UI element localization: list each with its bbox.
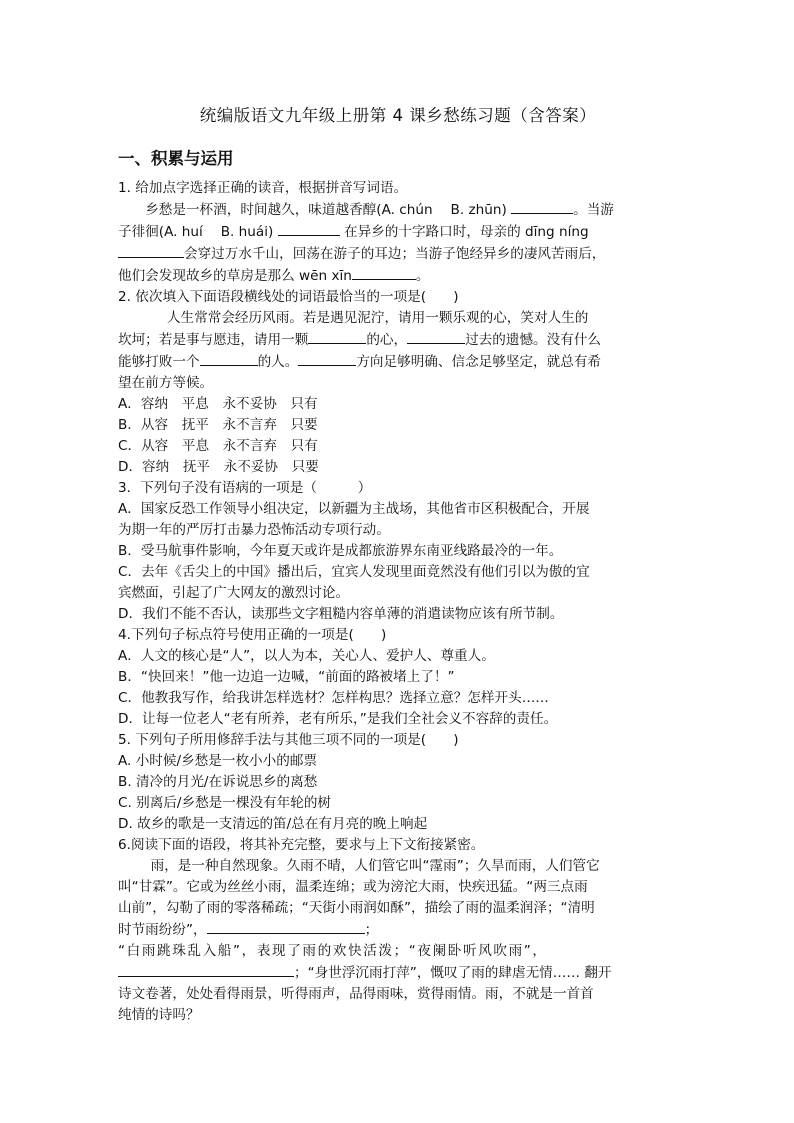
option-c[interactable]: C．去年《舌尖上的中国》播出后，宜宾人发现里面竟然没有他们引以为傲的宜 — [118, 564, 590, 580]
option-a[interactable]: A．国家反恐工作领导小组决定，以新疆为主战场，其他省市区积极配合，开展 — [118, 501, 590, 517]
section-heading: 一、积累与运用 — [118, 149, 234, 168]
option-d[interactable]: D．我们不能不否认，读那些文字粗糙内容单薄的消遣读物应该有所节制。 — [118, 606, 564, 622]
q6-text: 时节雨纷纷”， — [118, 922, 207, 938]
question-3 — [118, 478, 678, 625]
q6-stem: 6.阅读下面的语段，将其补充完整，要求与上下文衔接紧密。 — [118, 837, 485, 853]
q1-stem: 1. 给加点字选择正确的读音，根据拼音写词语。 — [118, 180, 408, 196]
option-d[interactable]: D. 故乡的歌是一支清远的笛/总在有月亮的晚上响起 — [118, 816, 428, 832]
q2-line-4: 望在前方等候。 — [118, 375, 214, 391]
q6-line-4 — [118, 919, 678, 941]
option-a[interactable]: A．容纳 平息 永不妥协 只有 — [118, 396, 318, 412]
q1-text: 。 — [415, 268, 430, 284]
answer-blank[interactable] — [308, 329, 366, 344]
answer-blank[interactable] — [511, 199, 573, 214]
q2-stem: 2. 依次填入下面语段横线处的词语最恰当的一项是( ) — [118, 289, 459, 305]
answer-blank[interactable] — [278, 221, 340, 236]
answer-blank[interactable] — [200, 351, 258, 366]
answer-blank[interactable] — [207, 919, 365, 934]
q6-text: ；“身世浮沉雨打萍”，慨叹了雨的肆虐无情…… 翻开 — [294, 965, 612, 981]
option-b[interactable]: B．从容 抚平 永不言弃 只要 — [118, 417, 318, 433]
option-b[interactable]: B. 清冷的月光/在诉说思乡的离愁 — [118, 774, 318, 790]
q1-text: 子徘徊(A. huí B. huái) — [118, 224, 274, 240]
q2-text: 能够打败一个 — [118, 354, 200, 370]
q6-line-1: 雨，是一种自然现象。久雨不晴，人们管它叫“霪雨”；久旱而雨，人们管它 — [150, 858, 600, 874]
q4-stem: 4.下列句子标点符号使用正确的一项是( ) — [118, 627, 387, 643]
q6-line-7: 诗文卷著，处处看得雨景，听得雨声，品得雨味，赏得雨情。雨，不就是一首首 — [118, 986, 594, 1002]
q2-text: 的人。 — [257, 354, 299, 370]
q1-line-3 — [118, 243, 678, 265]
q5-stem: 5. 下列句子所用修辞手法与其他三项不同的一项是( ) — [118, 732, 459, 748]
q1-line-2 — [118, 221, 678, 243]
question-1 — [118, 178, 678, 287]
q6-line-2: 叫“甘霖”。它或为丝丝小雨，温柔连绵；或为滂沱大雨，快疾迅猛。“两三点雨 — [118, 879, 588, 895]
option-a[interactable]: A．人文的核心是“人”，以人为本，关心人、爱护人、尊重人。 — [118, 648, 495, 664]
q1-text: 在异乡的十字路口时，母亲的 dīng níng — [343, 224, 589, 240]
q2-text: 方向足够明确、信念足够坚定，就总有希 — [356, 354, 602, 370]
option-b[interactable]: B．受马航事件影响，今年夏天或许是成都旅游界东南亚线路最冷的一年。 — [118, 543, 563, 559]
question-6 — [118, 835, 678, 1026]
option-d[interactable]: D．让每一位老人“老有所养，老有所乐，”是我们全社会义不容辞的责任。 — [118, 711, 558, 727]
q1-line-1 — [118, 199, 678, 221]
answer-blank[interactable] — [407, 329, 465, 344]
answer-blank[interactable] — [298, 351, 356, 366]
q3-stem: 3．下列句子没有语病的一项是（ ） — [118, 480, 372, 496]
q6-line-8: 纯情的诗吗？ — [118, 1007, 200, 1023]
option-c-cont: 宾燃面，引起了广大网友的激烈讨论。 — [118, 585, 350, 601]
document-title: 统编版语文九年级上册第 4 课乡愁练习题（含答案） — [199, 106, 597, 125]
q1-text: 。当游 — [573, 202, 614, 218]
option-d[interactable]: D．容纳 抚平 永不妥协 只要 — [118, 459, 319, 475]
q2-line-2 — [118, 329, 678, 351]
q6-line-5: “白雨跳珠乱入船”，表现了雨的欢快活泼；“夜阑卧听风吹雨”， — [118, 943, 548, 959]
q6-line-3: 山前”，勾勒了雨的零落稀疏；“天街小雨润如酥”，描绘了雨的温柔润泽；“清明 — [118, 900, 595, 916]
question-2 — [118, 287, 678, 478]
option-a-cont: 为期一年的严厉打击暴力恐怖活动专项行动。 — [118, 522, 390, 538]
option-a[interactable]: A. 小时候/乡愁是一枚小小的邮票 — [118, 753, 317, 769]
question-4 — [118, 625, 678, 730]
q2-text: 的心， — [366, 332, 408, 348]
q1-text: 乡愁是一杯酒，时间越久，味道越香醇(A. chún B. zhūn) — [145, 202, 507, 218]
q1-text: 会穿过万水千山，回荡在游子的耳边；当游子饱经异乡的凄风苦雨后， — [184, 246, 606, 262]
document-page — [118, 104, 678, 1026]
answer-blank[interactable] — [118, 243, 184, 258]
option-c[interactable]: C．从容 平息 永不言弃 只有 — [118, 438, 318, 454]
option-c[interactable]: C. 别离后/乡愁是一棵没有年轮的树 — [118, 795, 332, 811]
option-b[interactable]: B．“快回来！”他一边追一边喊，“前面的路被堵上了！” — [118, 669, 455, 685]
q2-line-1: 人生常常会经历风雨。若是遇见泥泞，请用一颗乐观的心，笑对人生的 — [166, 310, 589, 326]
q6-line-6 — [118, 962, 678, 984]
question-5 — [118, 730, 678, 835]
answer-blank[interactable] — [118, 962, 294, 977]
q2-line-3 — [118, 351, 678, 373]
q1-line-4 — [118, 265, 678, 287]
q1-text: 他们会发现故乡的草房是那么 wēn xīn — [118, 268, 352, 284]
q2-text: 过去的遗憾。没有什么 — [465, 332, 602, 348]
q2-text: 坎坷；若是事与愿违，请用一颗 — [118, 332, 309, 348]
answer-blank[interactable] — [352, 265, 416, 280]
option-c[interactable]: C．他教我写作，给我讲怎样选材？怎样构思？选择立意？怎样开头…… — [118, 690, 549, 706]
q6-text: ； — [364, 922, 379, 938]
